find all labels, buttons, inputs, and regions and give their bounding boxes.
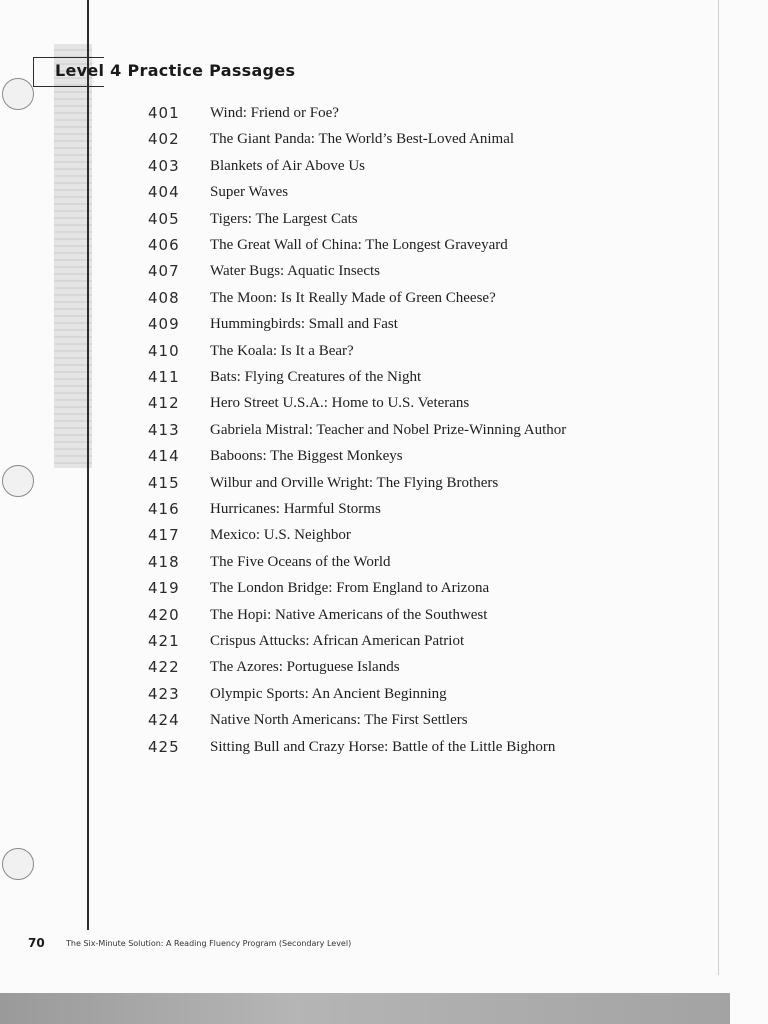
- passage-title: Hummingbirds: Small and Fast: [210, 316, 398, 333]
- footer-book-title: The Six-Minute Solution: A Reading Fluency Program (Secondary Level): [66, 939, 352, 948]
- passage-title: The Giant Panda: The World’s Best-Loved Animal: [210, 131, 515, 148]
- passage-title: The Hopi: Native Americans of the Southwest: [210, 606, 488, 623]
- passage-row: [0, 500, 640, 522]
- passage-number: 403: [148, 156, 180, 175]
- passage-number: 419: [148, 579, 180, 598]
- passage-number: 404: [148, 183, 180, 202]
- passage-row: [0, 711, 640, 733]
- passage-title: Water Bugs: Aquatic Insects: [210, 263, 381, 280]
- passage-title: Sitting Bull and Crazy Horse: Battle of the Little Bighorn: [210, 738, 556, 755]
- passage-row: [0, 157, 640, 179]
- passage-number: 401: [148, 104, 180, 122]
- passage-row: [0, 315, 640, 337]
- passage-title: Baboons: The Biggest Monkeys: [210, 448, 403, 465]
- passage-number: 408: [148, 288, 180, 307]
- scan-edge-shadow: [0, 993, 730, 1024]
- page-number: 70: [28, 936, 45, 950]
- passage-number: 420: [148, 605, 180, 624]
- passage-number: 417: [148, 526, 180, 545]
- passage-title: The Azores: Portuguese Islands: [210, 659, 400, 676]
- page-title: Level 4 Practice Passages: [55, 61, 296, 80]
- passage-number: 414: [148, 447, 180, 466]
- passage-number: 416: [148, 500, 180, 518]
- passage-number: 424: [148, 711, 180, 730]
- passage-number: 418: [148, 552, 180, 571]
- passage-row: [0, 368, 640, 390]
- passage-row: [0, 474, 640, 496]
- passage-number: 413: [148, 420, 180, 439]
- passage-number: 415: [148, 473, 180, 492]
- passage-number: 409: [148, 315, 180, 334]
- passage-number: 406: [148, 236, 180, 254]
- passage-title: Tigers: The Largest Cats: [210, 210, 358, 227]
- passage-title: The Great Wall of China: The Longest Graveyard: [210, 237, 508, 253]
- punch-hole: [2, 848, 34, 880]
- passage-row: [0, 526, 640, 548]
- passage-row: [0, 685, 640, 707]
- passage-title: Native North Americans: The First Settlers: [210, 712, 468, 729]
- passage-number: 412: [148, 394, 180, 413]
- passage-number: 405: [148, 209, 180, 228]
- passage-title: Olympic Sports: An Ancient Beginning: [210, 685, 447, 702]
- passage-row: [0, 447, 640, 469]
- passage-number: 402: [148, 130, 180, 149]
- passage-title: Crispus Attucks: African American Patriot: [210, 633, 465, 649]
- passage-title: Blankets of Air Above Us: [210, 157, 365, 174]
- passage-row: [0, 553, 640, 575]
- passage-number: 407: [148, 262, 180, 281]
- passage-row: [0, 632, 640, 654]
- passage-row: [0, 262, 640, 284]
- passage-title: The Moon: Is It Really Made of Green Cheese?: [210, 289, 496, 306]
- passage-title: Super Waves: [210, 184, 289, 201]
- passage-title: Hero Street U.S.A.: Home to U.S. Veterans: [210, 395, 470, 412]
- passage-row: [0, 394, 640, 416]
- passage-title: Gabriela Mistral: Teacher and Nobel Prize-Winning Author: [210, 421, 567, 438]
- page-edge-line: [718, 0, 719, 975]
- passage-row: [0, 421, 640, 443]
- passage-title: The Five Oceans of the World: [210, 553, 391, 570]
- passage-title: Mexico: U.S. Neighbor: [210, 527, 351, 544]
- passage-row: [0, 104, 640, 126]
- passage-row: [0, 738, 640, 760]
- passage-number: 421: [148, 632, 180, 650]
- passage-row: [0, 183, 640, 205]
- passage-number: 410: [148, 341, 180, 360]
- passage-title: The Koala: Is It a Bear?: [210, 342, 354, 359]
- passage-row: [0, 579, 640, 601]
- passage-row: [0, 289, 640, 311]
- passage-number: 423: [148, 684, 180, 703]
- passage-title: Wilbur and Orville Wright: The Flying Brothers: [210, 474, 499, 491]
- passage-title: Hurricanes: Harmful Storms: [210, 501, 381, 517]
- passage-title: Bats: Flying Creatures of the Night: [210, 369, 422, 385]
- passage-row: [0, 236, 640, 258]
- passage-row: [0, 658, 640, 680]
- passage-number: 411: [148, 368, 180, 386]
- passage-row: [0, 342, 640, 364]
- passage-title: Wind: Friend or Foe?: [210, 105, 339, 121]
- passage-number: 425: [148, 737, 180, 756]
- passage-row: [0, 606, 640, 628]
- passage-number: 422: [148, 658, 180, 677]
- passage-row: [0, 130, 640, 152]
- passage-title: The London Bridge: From England to Arizona: [210, 580, 490, 597]
- passage-row: [0, 210, 640, 232]
